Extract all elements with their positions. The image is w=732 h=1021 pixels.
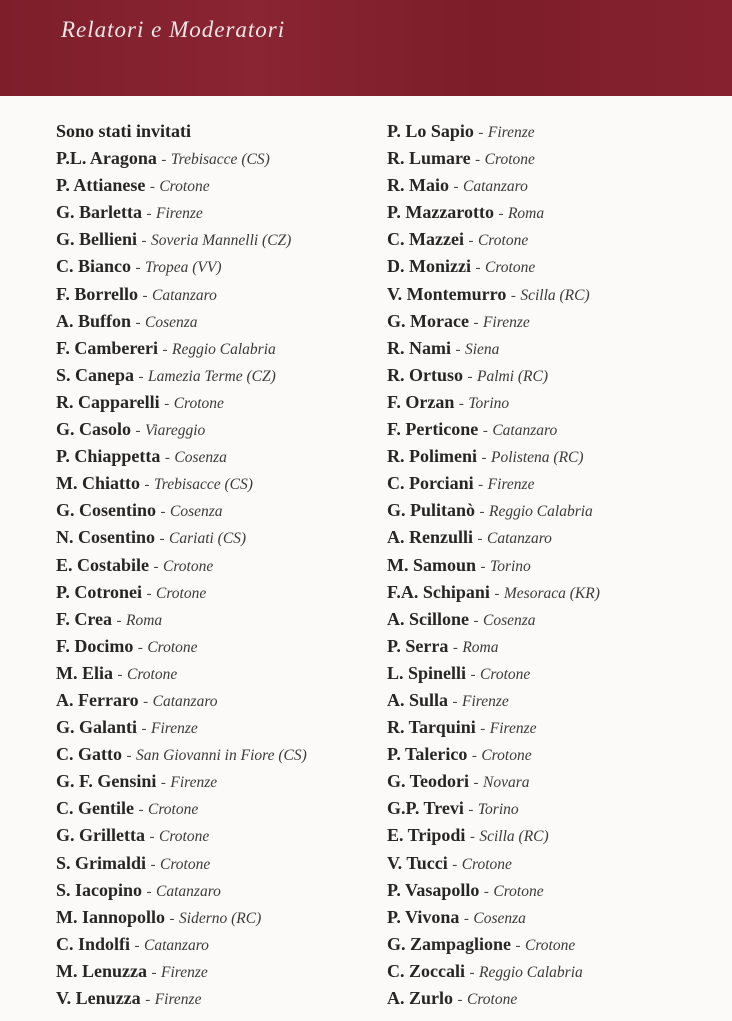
speaker-name: C. Mazzei (387, 229, 464, 250)
speaker-city: Trebisacce (CS) (154, 476, 253, 494)
separator-dash: - (126, 748, 132, 765)
speaker-name: R. Nami (387, 337, 451, 358)
speaker-entry (56, 633, 307, 660)
speaker-entry (56, 416, 307, 443)
separator-dash: - (160, 775, 166, 792)
separator-dash: - (477, 531, 483, 548)
speaker-entry (387, 308, 600, 335)
speaker-name: A. Zurlo (387, 988, 454, 1008)
separator-dash: - (469, 964, 475, 981)
separator-dash: - (480, 721, 486, 738)
speaker-name: G. Teodori (387, 771, 470, 792)
speaker-entry (56, 795, 307, 822)
separator-dash: - (146, 585, 152, 602)
speaker-name: G. Cosentino (56, 500, 157, 521)
speaker-city: Catanzaro (152, 692, 218, 710)
separator-dash: - (117, 666, 123, 683)
speaker-entry (387, 281, 600, 308)
speaker-city: Roma (462, 638, 499, 656)
speaker-city: Firenze (154, 991, 202, 1008)
speaker-name: V. Lenuzza (56, 988, 141, 1008)
speaker-name: F. Borrello (56, 283, 138, 304)
speaker-entry (56, 470, 307, 497)
separator-dash: - (458, 395, 464, 412)
speaker-name: G. Galanti (56, 717, 138, 738)
separator-dash: - (138, 368, 144, 385)
speaker-entry (56, 850, 307, 877)
separator-dash: - (164, 450, 170, 467)
speaker-entry (56, 985, 307, 1012)
separator-dash: - (467, 368, 473, 385)
speaker-entry (387, 362, 600, 389)
speaker-city: Torino (490, 557, 531, 575)
separator-dash: - (144, 477, 150, 494)
separator-dash: - (463, 910, 469, 927)
speaker-name: P. Attianese (56, 175, 146, 196)
speaker-entry (56, 335, 307, 362)
speaker-entry (387, 931, 600, 958)
speaker-entry (56, 308, 307, 335)
separator-dash: - (134, 937, 140, 954)
speaker-entry (56, 877, 307, 904)
speaker-entry (56, 660, 307, 687)
speaker-name: M. Elia (56, 662, 113, 683)
speakers-list-left (56, 145, 307, 1012)
intro-heading: Sono stati invitati (56, 121, 192, 141)
speaker-entry (387, 850, 600, 877)
speaker-entry (387, 199, 600, 226)
speaker-entry (387, 226, 600, 253)
speaker-name: P. Lo Sapio (387, 121, 474, 141)
separator-dash: - (453, 179, 459, 196)
speaker-city: Soveria Mannelli (CZ) (151, 232, 292, 250)
speaker-name: F. Cambereri (56, 337, 158, 358)
speaker-name: C. Porciani (387, 473, 474, 494)
speaker-entry (387, 606, 600, 633)
separator-dash: - (478, 125, 484, 141)
header-banner (0, 0, 732, 96)
speaker-city: Novara (483, 774, 530, 792)
speaker-name: L. Spinelli (387, 662, 467, 683)
speaker-entry (56, 524, 307, 551)
speaker-city: Cosenza (174, 449, 227, 467)
separator-dash: - (169, 910, 175, 927)
speaker-entry (387, 145, 600, 172)
separator-dash: - (146, 206, 152, 223)
separator-dash: - (478, 477, 484, 494)
separator-dash: - (482, 423, 488, 440)
speaker-name: V. Tucci (387, 852, 448, 873)
speaker-city: Cosenza (145, 313, 198, 331)
speaker-entry (387, 470, 600, 497)
speaker-entry (56, 606, 307, 633)
speaker-name: P. Mazzarotto (387, 202, 494, 223)
separator-dash: - (149, 179, 155, 196)
speaker-city: Crotone (481, 747, 532, 765)
speaker-name: G. Casolo (56, 419, 132, 440)
speaker-entry (56, 443, 307, 470)
separator-dash: - (494, 585, 500, 602)
speaker-name: E. Costabile (56, 554, 150, 575)
speaker-entry (56, 714, 307, 741)
separator-dash: - (475, 152, 481, 169)
speaker-name: G. Barletta (56, 202, 142, 223)
separator-dash: - (141, 721, 147, 738)
separator-dash: - (135, 260, 141, 277)
separator-dash: - (471, 748, 477, 765)
separator-dash: - (160, 504, 166, 521)
speaker-name: C. Indolfi (56, 933, 131, 954)
speaker-city: Palmi (RC) (477, 367, 549, 385)
separator-dash: - (452, 856, 458, 873)
speaker-entry (56, 552, 307, 579)
speaker-name: R. Ortuso (387, 364, 463, 385)
separator-dash: - (470, 666, 476, 683)
speaker-city: Cariati (CS) (169, 530, 247, 548)
speaker-entry (387, 958, 600, 985)
speaker-name: R. Tarquini (387, 717, 476, 738)
speaker-name: C. Zoccali (387, 960, 465, 981)
separator-dash: - (159, 531, 165, 548)
speaker-entry (56, 687, 307, 714)
speaker-entry (56, 253, 307, 280)
speaker-city: Crotone (156, 584, 207, 602)
separator-dash: - (498, 206, 504, 223)
separator-dash: - (473, 612, 479, 629)
speakers-column-right (387, 118, 600, 1012)
speaker-entry (56, 497, 307, 524)
speaker-entry (56, 362, 307, 389)
separator-dash: - (481, 450, 487, 467)
separator-dash: - (135, 423, 141, 440)
separator-dash: - (161, 152, 167, 169)
separator-dash: - (457, 992, 463, 1008)
speaker-entry (387, 579, 600, 606)
speaker-city: Catanzaro (487, 530, 552, 548)
speaker-entry (56, 931, 307, 958)
speaker-city: Catanzaro (463, 178, 528, 196)
speaker-city: Catanzaro (492, 422, 558, 440)
speaker-entry (387, 795, 600, 822)
separator-dash: - (116, 612, 122, 629)
speaker-name: G. Zampaglione (387, 933, 512, 954)
speaker-name: C. Gentile (56, 798, 134, 819)
speaker-name: G. Pulitanò (387, 500, 476, 521)
speaker-name: R. Maio (387, 175, 449, 196)
speaker-city: Crotone (477, 232, 529, 250)
speaker-city: Cosenza (473, 909, 526, 927)
speaker-name: C. Gatto (56, 744, 122, 765)
speaker-city: Firenze (482, 313, 530, 331)
speaker-name: S. Iacopino (56, 879, 143, 900)
speaker-city: San Giovanni in Fiore (CS) (136, 747, 307, 765)
speaker-name: M. Iannopollo (56, 906, 166, 927)
speaker-city: Crotone (148, 801, 199, 819)
speaker-entry (387, 822, 600, 849)
speaker-city: Firenze (489, 720, 537, 738)
speaker-name: M. Chiatto (56, 473, 140, 494)
speaker-name: M. Lenuzza (56, 960, 147, 981)
separator-dash: - (150, 856, 156, 873)
speaker-city: Cosenza (483, 611, 536, 629)
speaker-city: Tropea (VV) (145, 259, 222, 277)
separator-dash: - (135, 314, 141, 331)
speaker-name: E. Tripodi (387, 825, 466, 846)
speaker-city: Crotone (147, 638, 198, 656)
speaker-city: Reggio Calabria (171, 340, 276, 358)
speaker-city: Mesoraca (KR) (503, 584, 600, 602)
speaker-name: A. Buffon (56, 310, 132, 331)
speaker-name: S. Grimaldi (56, 852, 147, 873)
speaker-entry (387, 416, 600, 443)
separator-dash: - (151, 964, 157, 981)
speaker-name: G. F. Gensini (56, 771, 157, 792)
speaker-name: A. Sulla (387, 689, 449, 710)
separator-dash: - (142, 287, 148, 304)
speaker-entry (387, 687, 600, 714)
separator-dash: - (515, 937, 521, 954)
separator-dash: - (146, 883, 152, 900)
speaker-name: A. Renzulli (387, 527, 474, 548)
speaker-entry (387, 443, 600, 470)
speaker-name: M. Samoun (387, 554, 477, 575)
separator-dash: - (452, 693, 458, 710)
speaker-city: Firenze (462, 692, 509, 710)
speaker-name: G.P. Trevi (387, 798, 464, 819)
speakers-column-left (56, 118, 307, 1012)
speaker-name: A. Ferraro (56, 689, 139, 710)
speaker-city: Firenze (160, 963, 208, 981)
speaker-name: P. Vasapollo (387, 879, 480, 900)
speaker-entry (387, 714, 600, 741)
speaker-city: Crotone (163, 557, 214, 575)
speaker-city: Crotone (484, 259, 536, 277)
speaker-city: Roma (126, 611, 163, 629)
speaker-name: G. Bellieni (56, 229, 137, 250)
speaker-entry (56, 958, 307, 985)
speaker-city: Catanzaro (156, 882, 221, 900)
separator-dash: - (468, 802, 474, 819)
separator-dash: - (452, 639, 458, 656)
speaker-name: F. Crea (56, 608, 112, 629)
speaker-name: N. Cosentino (56, 527, 156, 548)
speaker-city: Firenze (487, 476, 535, 494)
speaker-city: Firenze (487, 124, 535, 141)
speaker-entry (56, 904, 307, 931)
speaker-city: Torino (477, 801, 519, 819)
separator-dash: - (483, 883, 489, 900)
speaker-entry (387, 389, 600, 416)
speaker-city: Reggio Calabria (489, 503, 593, 521)
speaker-entry (56, 281, 307, 308)
separator-dash: - (145, 992, 151, 1008)
speaker-city: Crotone (493, 882, 544, 900)
speaker-name: F. Orzan (387, 391, 455, 412)
speaker-city: Firenze (170, 774, 218, 792)
speaker-name: P. Chiappetta (56, 446, 161, 467)
speaker-entry (56, 822, 307, 849)
speaker-name: P.L. Aragona (56, 148, 157, 169)
speaker-name: P. Vivona (387, 906, 460, 927)
speaker-city: Siena (465, 340, 500, 358)
separator-dash: - (510, 287, 516, 304)
speaker-name: P. Cotronei (56, 581, 143, 602)
speaker-city: Torino (468, 394, 510, 412)
speaker-entry (387, 118, 600, 145)
speaker-entry (387, 172, 600, 199)
speaker-entry (387, 253, 600, 280)
speaker-entry (387, 768, 600, 795)
speaker-name: V. Montemurro (387, 283, 507, 304)
speaker-entry (387, 904, 600, 931)
speaker-city: Crotone (158, 828, 210, 846)
separator-dash: - (473, 314, 479, 331)
speaker-entry (56, 741, 307, 768)
speaker-entry (56, 226, 307, 253)
speaker-name: G. Morace (387, 310, 469, 331)
speaker-city: Crotone (525, 936, 576, 954)
separator-dash: - (479, 504, 485, 521)
separator-dash: - (475, 260, 481, 277)
speaker-city: Crotone (160, 855, 211, 873)
speaker-city: Crotone (484, 151, 535, 169)
speaker-entry (387, 741, 600, 768)
speaker-city: Catanzaro (144, 936, 209, 954)
speaker-city: Cosenza (170, 503, 223, 521)
separator-dash: - (480, 558, 486, 575)
speaker-city: Reggio Calabria (479, 963, 583, 981)
speaker-name: S. Canepa (56, 364, 135, 385)
speaker-city: Crotone (480, 665, 531, 683)
separator-dash: - (473, 775, 479, 792)
speaker-city: Roma (507, 205, 545, 223)
speaker-city: Lamezia Terme (CZ) (148, 367, 276, 385)
speaker-city: Viareggio (145, 422, 206, 440)
speaker-entry (387, 335, 600, 362)
speaker-city: Crotone (467, 991, 518, 1008)
separator-dash: - (468, 233, 474, 250)
speaker-name: F. Perticone (387, 419, 479, 440)
speaker-name: F.A. Schipani (387, 581, 490, 602)
separator-dash: - (138, 802, 144, 819)
speaker-city: Siderno (RC) (179, 909, 262, 927)
speaker-name: A. Scillone (387, 608, 470, 629)
separator-dash: - (164, 395, 170, 412)
speaker-name: G. Grilletta (56, 825, 145, 846)
speaker-name: C. Bianco (56, 256, 132, 277)
speaker-city: Scilla (RC) (479, 828, 549, 846)
speaker-city: Firenze (151, 720, 198, 738)
speaker-name: P. Serra (387, 635, 449, 656)
speaker-entry (387, 985, 600, 1012)
speaker-name: F. Docimo (56, 635, 134, 656)
speaker-city: Crotone (159, 178, 210, 196)
speaker-entry (387, 497, 600, 524)
speaker-name: D. Monizzi (387, 256, 471, 277)
speaker-entry (56, 172, 307, 199)
speaker-city: Catanzaro (152, 286, 217, 304)
speaker-entry (56, 579, 307, 606)
separator-dash: - (153, 558, 159, 575)
speaker-entry (387, 633, 600, 660)
speaker-city: Polistena (RC) (491, 449, 584, 467)
speaker-entry (387, 660, 600, 687)
speaker-name: R. Capparelli (56, 391, 160, 412)
speaker-city: Scilla (RC) (520, 286, 590, 304)
separator-dash: - (455, 341, 461, 358)
speaker-city: Crotone (173, 394, 224, 412)
speaker-city: Firenze (155, 205, 203, 223)
speaker-entry (387, 877, 600, 904)
speaker-city: Crotone (461, 855, 512, 873)
separator-dash: - (469, 829, 475, 846)
speaker-entry (56, 768, 307, 795)
speaker-name: P. Talerico (387, 744, 468, 765)
speaker-city: Crotone (127, 665, 178, 683)
speakers-list-right (387, 118, 600, 1012)
speaker-entry (56, 199, 307, 226)
speaker-city: Trebisacce (CS) (170, 151, 270, 169)
speaker-entry (387, 552, 600, 579)
separator-dash: - (141, 233, 147, 250)
speaker-name: R. Polimeni (387, 446, 477, 467)
separator-dash: - (162, 341, 168, 358)
speaker-entry (387, 524, 600, 551)
separator-dash: - (149, 829, 155, 846)
page-title: Relatori e Moderatori (61, 17, 286, 42)
separator-dash: - (143, 693, 149, 710)
separator-dash: - (137, 639, 143, 656)
speaker-name: R. Lumare (387, 148, 471, 169)
speaker-entry (56, 145, 307, 172)
speaker-entry (56, 389, 307, 416)
